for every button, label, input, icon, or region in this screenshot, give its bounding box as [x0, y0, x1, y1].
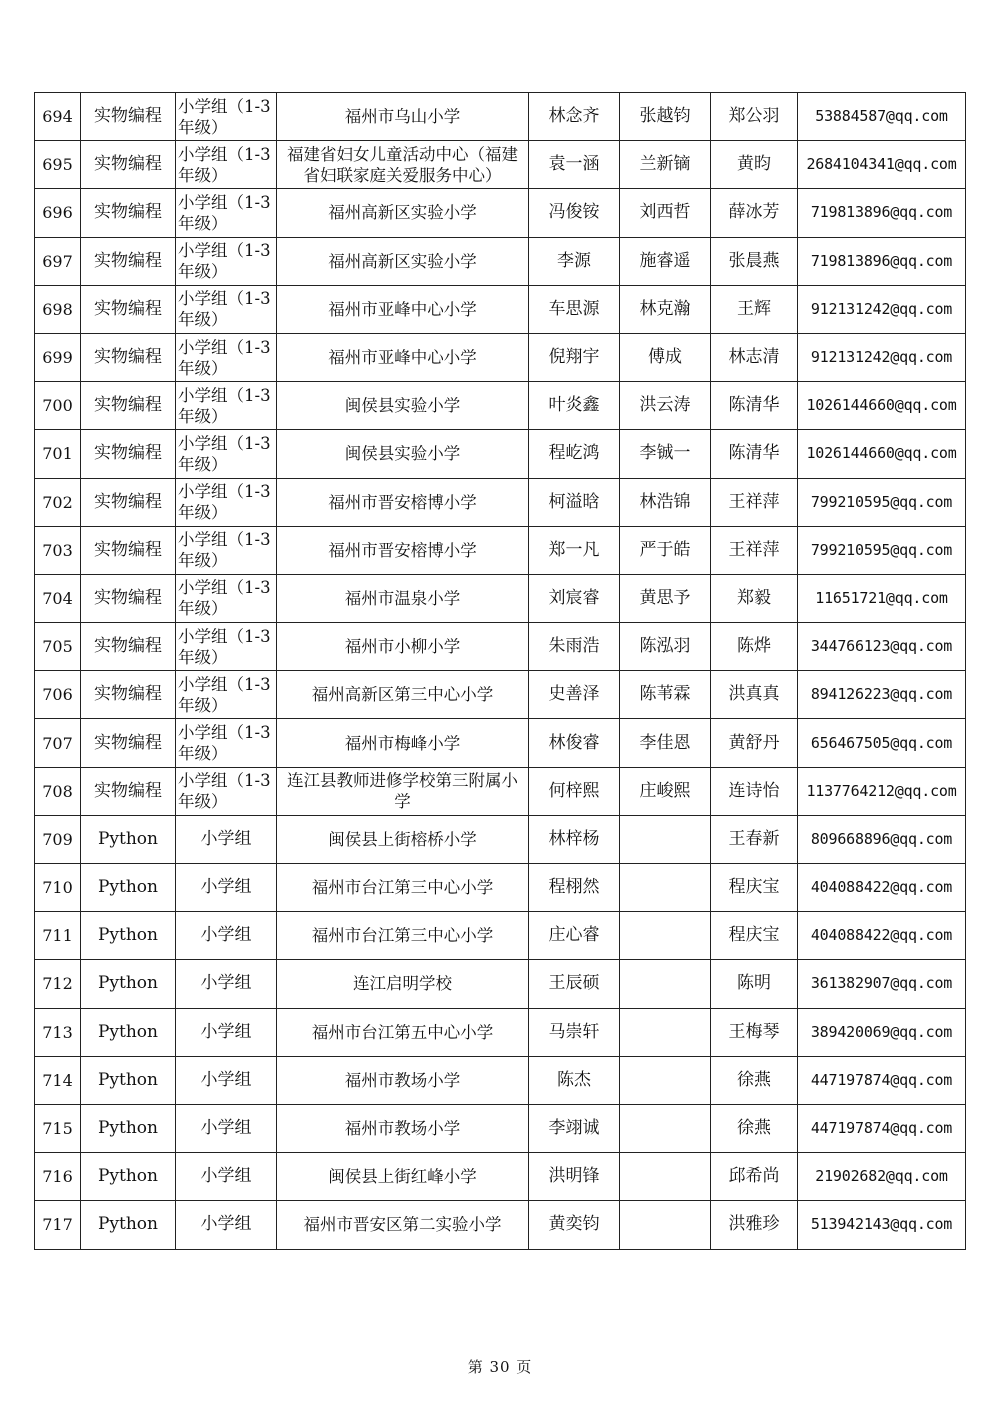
teacher-cell: 连诗怡 [711, 767, 798, 815]
member1-cell: 史善泽 [529, 671, 620, 719]
table-row [35, 719, 966, 767]
member1-cell: 倪翔宇 [529, 333, 620, 381]
email-cell: 11651721@qq.com [798, 574, 966, 622]
category-cell: 实物编程 [81, 285, 176, 333]
group-cell: 小学组（1-3年级） [176, 93, 277, 141]
member1-cell: 柯溢晗 [529, 478, 620, 526]
category-cell: 实物编程 [81, 237, 176, 285]
table-row [35, 93, 966, 141]
group-cell: 小学组（1-3年级） [176, 237, 277, 285]
group-cell: 小学组 [176, 1056, 277, 1104]
teacher-cell: 王梅琴 [711, 1008, 798, 1056]
group-cell: 小学组（1-3年级） [176, 574, 277, 622]
table-row [35, 912, 966, 960]
category-cell: 实物编程 [81, 382, 176, 430]
entry-number-cell: 700 [35, 382, 81, 430]
category-cell: 实物编程 [81, 574, 176, 622]
entry-number-cell: 714 [35, 1056, 81, 1104]
category-cell: 实物编程 [81, 333, 176, 381]
teacher-cell: 王祥萍 [711, 526, 798, 574]
group-cell: 小学组 [176, 1201, 277, 1249]
entry-number-cell: 713 [35, 1008, 81, 1056]
group-cell: 小学组（1-3年级） [176, 767, 277, 815]
school-cell: 福州市小柳小学 [277, 623, 529, 671]
email-cell: 719813896@qq.com [798, 237, 966, 285]
category-cell: 实物编程 [81, 526, 176, 574]
member1-cell: 林俊睿 [529, 719, 620, 767]
member1-cell: 何梓熙 [529, 767, 620, 815]
group-cell: 小学组（1-3年级） [176, 333, 277, 381]
email-cell: 809668896@qq.com [798, 815, 966, 863]
member1-cell: 冯俊铵 [529, 189, 620, 237]
entry-number-cell: 698 [35, 285, 81, 333]
table-row [35, 1153, 966, 1201]
table-row [35, 815, 966, 863]
entry-number-cell: 716 [35, 1153, 81, 1201]
group-cell: 小学组 [176, 1104, 277, 1152]
teacher-cell: 陈明 [711, 960, 798, 1008]
school-cell: 福州市晋安榕博小学 [277, 478, 529, 526]
member1-cell: 郑一凡 [529, 526, 620, 574]
group-cell: 小学组 [176, 960, 277, 1008]
member2-cell: 严于皓 [620, 526, 711, 574]
entry-number-cell: 694 [35, 93, 81, 141]
school-cell: 福州高新区实验小学 [277, 237, 529, 285]
member1-cell: 马崇轩 [529, 1008, 620, 1056]
table-row [35, 574, 966, 622]
member1-cell: 车思源 [529, 285, 620, 333]
email-cell: 1137764212@qq.com [798, 767, 966, 815]
member2-cell: 林克瀚 [620, 285, 711, 333]
school-cell: 福州市晋安区第二实验小学 [277, 1201, 529, 1249]
email-cell: 656467505@qq.com [798, 719, 966, 767]
group-cell: 小学组（1-3年级） [176, 382, 277, 430]
entry-number-cell: 709 [35, 815, 81, 863]
member2-cell [620, 1008, 711, 1056]
entry-number-cell: 706 [35, 671, 81, 719]
school-cell: 闽侯县上街榕桥小学 [277, 815, 529, 863]
teacher-cell: 陈清华 [711, 382, 798, 430]
member2-cell: 黄思予 [620, 574, 711, 622]
teacher-cell: 邱希尚 [711, 1153, 798, 1201]
category-cell: Python [81, 815, 176, 863]
member2-cell: 李铖一 [620, 430, 711, 478]
school-cell: 福州市台江第三中心小学 [277, 912, 529, 960]
teacher-cell: 王祥萍 [711, 478, 798, 526]
table-row [35, 864, 966, 912]
email-cell: 894126223@qq.com [798, 671, 966, 719]
member2-cell [620, 912, 711, 960]
member1-cell: 庄心睿 [529, 912, 620, 960]
teacher-cell: 徐燕 [711, 1056, 798, 1104]
entry-number-cell: 702 [35, 478, 81, 526]
category-cell: 实物编程 [81, 141, 176, 189]
school-cell: 福州市温泉小学 [277, 574, 529, 622]
school-cell: 福州市晋安榕博小学 [277, 526, 529, 574]
member2-cell: 庄峻熙 [620, 767, 711, 815]
table-row [35, 285, 966, 333]
category-cell: Python [81, 1056, 176, 1104]
email-cell: 799210595@qq.com [798, 478, 966, 526]
email-cell: 719813896@qq.com [798, 189, 966, 237]
entry-number-cell: 717 [35, 1201, 81, 1249]
entry-number-cell: 699 [35, 333, 81, 381]
group-cell: 小学组（1-3年级） [176, 285, 277, 333]
group-cell: 小学组（1-3年级） [176, 189, 277, 237]
entry-number-cell: 710 [35, 864, 81, 912]
entry-number-cell: 704 [35, 574, 81, 622]
table-row [35, 767, 966, 815]
email-cell: 912131242@qq.com [798, 333, 966, 381]
teacher-cell: 陈清华 [711, 430, 798, 478]
member1-cell: 王辰硕 [529, 960, 620, 1008]
entry-number-cell: 705 [35, 623, 81, 671]
teacher-cell: 陈烨 [711, 623, 798, 671]
teacher-cell: 黄舒丹 [711, 719, 798, 767]
member1-cell: 黄奕钧 [529, 1201, 620, 1249]
entry-number-cell: 715 [35, 1104, 81, 1152]
entry-number-cell: 711 [35, 912, 81, 960]
school-cell: 福州市台江第三中心小学 [277, 864, 529, 912]
email-cell: 2684104341@qq.com [798, 141, 966, 189]
email-cell: 1026144660@qq.com [798, 382, 966, 430]
member2-cell: 兰新镝 [620, 141, 711, 189]
member1-cell: 陈杰 [529, 1056, 620, 1104]
category-cell: 实物编程 [81, 430, 176, 478]
teacher-cell: 郑公羽 [711, 93, 798, 141]
member1-cell: 叶炎鑫 [529, 382, 620, 430]
teacher-cell: 张晨燕 [711, 237, 798, 285]
category-cell: Python [81, 960, 176, 1008]
teacher-cell: 薛冰芳 [711, 189, 798, 237]
email-cell: 389420069@qq.com [798, 1008, 966, 1056]
school-cell: 福州市乌山小学 [277, 93, 529, 141]
table-row [35, 1104, 966, 1152]
category-cell: Python [81, 912, 176, 960]
category-cell: 实物编程 [81, 767, 176, 815]
table-row [35, 333, 966, 381]
table-row [35, 141, 966, 189]
member2-cell [620, 1201, 711, 1249]
school-cell: 福州市教场小学 [277, 1104, 529, 1152]
school-cell: 连江启明学校 [277, 960, 529, 1008]
teacher-cell: 程庆宝 [711, 864, 798, 912]
school-cell: 福州市梅峰小学 [277, 719, 529, 767]
member1-cell: 程栩然 [529, 864, 620, 912]
group-cell: 小学组（1-3年级） [176, 671, 277, 719]
category-cell: Python [81, 1153, 176, 1201]
group-cell: 小学组（1-3年级） [176, 478, 277, 526]
teacher-cell: 徐燕 [711, 1104, 798, 1152]
member1-cell: 林念齐 [529, 93, 620, 141]
member2-cell: 张越钧 [620, 93, 711, 141]
school-cell: 福州市亚峰中心小学 [277, 285, 529, 333]
teacher-cell: 黄昀 [711, 141, 798, 189]
member2-cell: 陈苇霖 [620, 671, 711, 719]
email-cell: 1026144660@qq.com [798, 430, 966, 478]
teacher-cell: 王春新 [711, 815, 798, 863]
teacher-cell: 洪真真 [711, 671, 798, 719]
table-row [35, 671, 966, 719]
email-cell: 912131242@qq.com [798, 285, 966, 333]
teacher-cell: 林志清 [711, 333, 798, 381]
email-cell: 799210595@qq.com [798, 526, 966, 574]
email-cell: 404088422@qq.com [798, 864, 966, 912]
teacher-cell: 王辉 [711, 285, 798, 333]
entry-number-cell: 703 [35, 526, 81, 574]
table-row [35, 526, 966, 574]
teacher-cell: 洪雅珍 [711, 1201, 798, 1249]
member2-cell: 李佳恩 [620, 719, 711, 767]
school-cell: 连江县教师进修学校第三附属小学 [277, 767, 529, 815]
entry-number-cell: 695 [35, 141, 81, 189]
email-cell: 21902682@qq.com [798, 1153, 966, 1201]
member2-cell: 施睿遥 [620, 237, 711, 285]
table-row [35, 1008, 966, 1056]
member2-cell [620, 1153, 711, 1201]
email-cell: 447197874@qq.com [798, 1104, 966, 1152]
email-cell: 344766123@qq.com [798, 623, 966, 671]
table-row [35, 382, 966, 430]
school-cell: 闽侯县实验小学 [277, 430, 529, 478]
member2-cell [620, 960, 711, 1008]
member1-cell: 朱雨浩 [529, 623, 620, 671]
email-cell: 513942143@qq.com [798, 1201, 966, 1249]
roster-body [35, 93, 966, 1250]
category-cell: 实物编程 [81, 93, 176, 141]
member2-cell: 林浩锦 [620, 478, 711, 526]
entry-number-cell: 712 [35, 960, 81, 1008]
group-cell: 小学组 [176, 815, 277, 863]
table-row [35, 478, 966, 526]
member2-cell: 洪云涛 [620, 382, 711, 430]
member1-cell: 李源 [529, 237, 620, 285]
teacher-cell: 郑毅 [711, 574, 798, 622]
email-cell: 53884587@qq.com [798, 93, 966, 141]
group-cell: 小学组（1-3年级） [176, 430, 277, 478]
group-cell: 小学组 [176, 1153, 277, 1201]
category-cell: Python [81, 1104, 176, 1152]
table-row [35, 623, 966, 671]
member2-cell [620, 1056, 711, 1104]
entry-number-cell: 697 [35, 237, 81, 285]
member1-cell: 林梓杨 [529, 815, 620, 863]
school-cell: 福州市亚峰中心小学 [277, 333, 529, 381]
member1-cell: 袁一涵 [529, 141, 620, 189]
entry-number-cell: 701 [35, 430, 81, 478]
table-row [35, 1056, 966, 1104]
member2-cell [620, 864, 711, 912]
school-cell: 福州高新区第三中心小学 [277, 671, 529, 719]
school-cell: 福建省妇女儿童活动中心（福建省妇联家庭关爱服务中心） [277, 141, 529, 189]
entry-number-cell: 696 [35, 189, 81, 237]
group-cell: 小学组 [176, 1008, 277, 1056]
table-row [35, 430, 966, 478]
member1-cell: 程屹鸿 [529, 430, 620, 478]
page-number: 第 30 页 [467, 1358, 533, 1376]
category-cell: 实物编程 [81, 478, 176, 526]
member1-cell: 李翊诚 [529, 1104, 620, 1152]
member2-cell: 刘西哲 [620, 189, 711, 237]
category-cell: 实物编程 [81, 671, 176, 719]
group-cell: 小学组 [176, 864, 277, 912]
category-cell: 实物编程 [81, 189, 176, 237]
table-row [35, 1201, 966, 1249]
member2-cell: 陈泓羽 [620, 623, 711, 671]
school-cell: 福州市教场小学 [277, 1056, 529, 1104]
school-cell: 福州高新区实验小学 [277, 189, 529, 237]
group-cell: 小学组 [176, 912, 277, 960]
table-row [35, 189, 966, 237]
category-cell: 实物编程 [81, 719, 176, 767]
email-cell: 404088422@qq.com [798, 912, 966, 960]
teacher-cell: 程庆宝 [711, 912, 798, 960]
group-cell: 小学组（1-3年级） [176, 719, 277, 767]
table-row [35, 237, 966, 285]
table-row [35, 960, 966, 1008]
member2-cell: 傅成 [620, 333, 711, 381]
school-cell: 闽侯县上街红峰小学 [277, 1153, 529, 1201]
email-cell: 447197874@qq.com [798, 1056, 966, 1104]
school-cell: 闽侯县实验小学 [277, 382, 529, 430]
email-cell: 361382907@qq.com [798, 960, 966, 1008]
member2-cell [620, 815, 711, 863]
group-cell: 小学组（1-3年级） [176, 526, 277, 574]
category-cell: Python [81, 1201, 176, 1249]
category-cell: 实物编程 [81, 623, 176, 671]
roster-table [34, 92, 966, 1250]
category-cell: Python [81, 1008, 176, 1056]
school-cell: 福州市台江第五中心小学 [277, 1008, 529, 1056]
group-cell: 小学组（1-3年级） [176, 623, 277, 671]
entry-number-cell: 708 [35, 767, 81, 815]
member2-cell [620, 1104, 711, 1152]
entry-number-cell: 707 [35, 719, 81, 767]
member1-cell: 刘宸睿 [529, 574, 620, 622]
category-cell: Python [81, 864, 176, 912]
member1-cell: 洪明锋 [529, 1153, 620, 1201]
group-cell: 小学组（1-3年级） [176, 141, 277, 189]
